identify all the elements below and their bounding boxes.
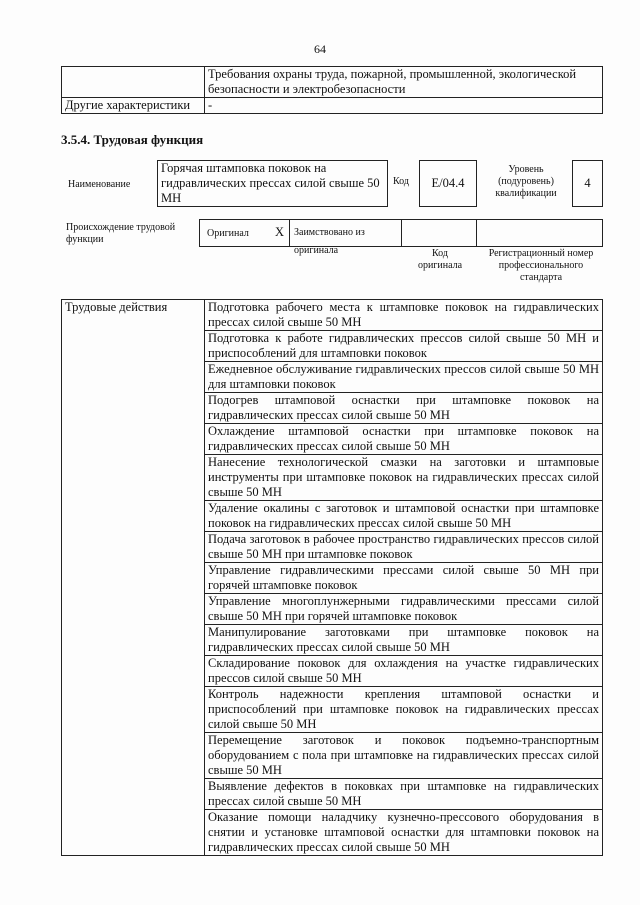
table-cell-value: - [205, 98, 603, 114]
labor-action-item: Подготовка рабочего места к штамповке поковок на гидравлических прессах силой свыше 50 МН [205, 300, 603, 331]
labor-action-item: Ежедневное обслуживание гидравлических прессов силой свыше 50 МН для штамповки поковок [205, 362, 603, 393]
level-label: Уровень (подуровень) квалификации [495, 164, 557, 199]
original-label: Оригинал [207, 228, 249, 239]
code-label: Код [393, 176, 409, 187]
labor-action-item: Перемещение заготовок и поковок подъемно-транспортным оборудованием с пола при штамповке на гидравлических прессах силой свыше 50 МН [205, 733, 603, 779]
function-code-box [419, 160, 477, 207]
reg-number-cell [476, 219, 603, 247]
function-name-box [157, 160, 388, 207]
labor-actions-label: Трудовые действия [62, 300, 205, 856]
labor-actions-table [61, 299, 603, 856]
level-value-box [572, 160, 603, 207]
origin-code-cell [401, 219, 477, 247]
labor-action-item: Удаление окалины с заготовок и штамповой оснастки при штамповке поковок на гидравлических прессах силой свыше 50 МН [205, 501, 603, 532]
borrowed-label: Заимствовано из оригинала [294, 227, 365, 256]
labor-action-item: Манипулирование заготовками при штамповке поковок на гидравлических прессах силой свыше 50 МН [205, 625, 603, 656]
borrowed-cell [289, 219, 402, 256]
origin-code-caption: Код оригинала [417, 248, 463, 271]
table-row [62, 98, 603, 114]
labor-action-item: Охлаждение штамповой оснастки при штамповке поковок на гидравлических прессах силой свыше 50 МН [205, 424, 603, 455]
name-label: Наименование [68, 179, 131, 190]
labor-action-item: Подогрев штамповой оснастки при штамповке поковок на гидравлических прессах силой свыше 50 МН [205, 393, 603, 424]
level-value: 4 [584, 176, 591, 190]
reg-number-caption: Регистрационный номер профессионального стандарта [488, 248, 594, 283]
function-name-value: Горячая штамповка поковок на гидравлических прессах силой свыше 50 МН [161, 161, 380, 205]
original-cell [199, 219, 290, 247]
section-title: 3.5.4. Трудовая функция [61, 132, 204, 147]
labor-action-item: Подготовка к работе гидравлических прессов силой свыше 50 МН и приспособлений для штамповки поковок [205, 331, 603, 362]
function-code-value: E/04.4 [431, 176, 465, 190]
labor-action-item: Нанесение технологической смазки на заготовки и штамповые инструменты при штамповке поковок на гидравлических прессах силой свыше 50 МН [205, 455, 603, 501]
labor-action-item: Управление многоплунжерными гидравлическими прессами силой свыше 50 МН при горячей штамповке поковок [205, 594, 603, 625]
origin-label: Происхождение трудовой функции [66, 222, 176, 245]
characteristics-table [61, 66, 603, 114]
labor-action-item: Подача заготовок в рабочее пространство гидравлических прессов силой свыше 50 МН при штамповке поковок [205, 532, 603, 563]
table-row [62, 67, 603, 98]
original-mark: X [275, 225, 285, 239]
labor-action-item: Управление гидравлическими прессами силой свыше 50 МН при горячей штамповке поковок [205, 563, 603, 594]
table-row [62, 300, 603, 331]
labor-action-item: Выявление дефектов в поковках при штамповке на гидравлических прессах силой свыше 50 МН [205, 779, 603, 810]
page-number: 64 [314, 42, 326, 56]
labor-action-item: Оказание помощи наладчику кузнечно-прессового оборудования в снятии и установке штамповой оснастки для штамповки поковок на гидравлических прессах силой свыше 50 МН [205, 810, 603, 856]
table-cell-value: Требования охраны труда, пожарной, промышленной, экологической безопасности и электробезопасности [205, 67, 603, 98]
labor-action-item: Контроль надежности крепления штамповой оснастки и приспособлений при штамповке поковок на гидравлических прессах силой свыше 50 МН [205, 687, 603, 733]
table-cell-label: Другие характеристики [62, 98, 205, 114]
table-cell-label [62, 67, 205, 98]
labor-action-item: Складирование поковок для охлаждения на участке гидравлических прессов силой свыше 50 МН [205, 656, 603, 687]
